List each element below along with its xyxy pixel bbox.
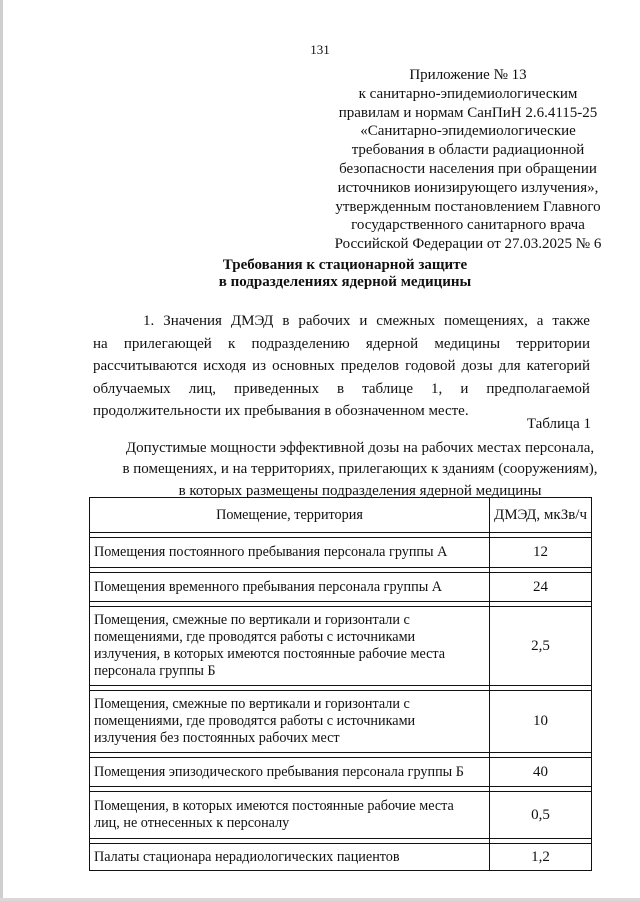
paragraph-word: пределов xyxy=(340,358,400,374)
paragraph-line xyxy=(93,333,590,356)
paragraph-word: смежных xyxy=(376,313,436,329)
table-row xyxy=(90,792,592,839)
table-row xyxy=(90,538,592,568)
paragraph-word: исходя xyxy=(203,358,247,374)
paragraph-word: территории xyxy=(516,335,590,352)
room-cell-line: Помещения, в которых имеются постоянные рабочие места xyxy=(94,798,454,814)
section-title-line: в подразделениях ядерной медицины xyxy=(218,274,472,290)
appendix-line: «Санитарно-эпидемиологические xyxy=(360,123,576,140)
dmed-value: 12 xyxy=(490,538,592,568)
paragraph-word: а xyxy=(536,313,544,329)
paragraph-word: 1, xyxy=(431,380,443,397)
appendix-line: к санитарно-эпидемиологическим xyxy=(358,85,578,102)
room-cell-line: Палаты стационара нерадиологических пациентов xyxy=(94,848,400,865)
room-cell-line: Помещения постоянного пребывания персонала группы А xyxy=(94,544,448,560)
room-cell-line: Помещения временного пребывания персонала группы А xyxy=(94,578,443,595)
room-cell xyxy=(90,607,490,686)
paragraph-word: дозы xyxy=(461,358,493,374)
dmed-value: 40 xyxy=(490,758,592,787)
paragraph-line xyxy=(93,310,590,333)
header-dmed: ДМЭД, мкЗв/ч xyxy=(490,498,592,533)
room-cell-line: излучения без постоянных рабочих мест xyxy=(94,730,340,746)
room-cell-line: излучения, в которых имеются постоянные рабочие места xyxy=(94,646,446,662)
caption-line: в помещениях, и на территориях, прилегающих к зданиям (сооружениям), xyxy=(122,461,598,478)
body-paragraph xyxy=(93,310,590,423)
room-cell xyxy=(90,691,490,753)
paragraph-word: помещениях, xyxy=(444,313,528,329)
room-cell xyxy=(90,844,490,871)
appendix-header xyxy=(300,66,636,254)
paragraph-word: приведенных xyxy=(234,380,319,397)
table-caption xyxy=(60,438,640,502)
paragraph-word: ядерной xyxy=(365,335,419,352)
room-cell xyxy=(90,573,490,602)
page-number: 131 xyxy=(310,42,330,57)
paragraph-word: и xyxy=(460,380,469,397)
dmed-value: 2,5 xyxy=(490,607,592,686)
paragraph-word: на xyxy=(93,335,108,352)
dose-rate-table xyxy=(89,497,592,871)
room-cell-line: Помещения, смежные по вертикали и горизонтали с xyxy=(94,696,410,712)
paragraph-word: облучаемых xyxy=(93,380,171,397)
paragraph-line xyxy=(93,378,590,401)
room-cell xyxy=(90,758,490,787)
table-row xyxy=(90,691,592,753)
paragraph-word: в xyxy=(282,313,290,329)
appendix-line: требования в области радиационной xyxy=(351,142,585,159)
dmed-value: 10 xyxy=(490,691,592,753)
dmed-value: 24 xyxy=(490,573,592,602)
appendix-line: государственного санитарного врача xyxy=(351,217,585,234)
paragraph-word: основных xyxy=(272,358,335,374)
appendix-line: Приложение № 13 xyxy=(409,67,527,83)
table-row xyxy=(90,844,592,871)
room-cell-line: помещениями, где проводятся работы с источниками xyxy=(94,629,416,645)
paragraph-line xyxy=(93,355,590,378)
paragraph-word: подразделению xyxy=(251,335,350,352)
header-room: Помещение, территория xyxy=(90,498,490,533)
paragraph-word: предполагаемой xyxy=(486,380,590,397)
section-title-line: Требования к стационарной защите xyxy=(222,257,468,273)
paragraph-word: Значения xyxy=(163,313,222,329)
paragraph-word: категорий xyxy=(526,358,590,374)
paragraph-word: рабочих xyxy=(298,313,351,329)
room-cell-line: Помещения, смежные по вертикали и горизонтали с xyxy=(94,612,410,628)
table-header-row xyxy=(90,498,592,533)
dmed-value: 1,2 xyxy=(490,844,592,871)
appendix-line: источников ионизирующего излучения», xyxy=(337,179,599,196)
paragraph-word: рассчитываются xyxy=(93,358,198,374)
paragraph-word: также xyxy=(552,313,590,329)
table-label: Таблица 1 xyxy=(526,416,591,432)
appendix-line: утвержденным постановлением Главного xyxy=(335,198,601,215)
paragraph-word: таблице xyxy=(362,380,413,397)
table-row xyxy=(90,758,592,787)
table-row xyxy=(90,573,592,602)
paragraph-word: медицины xyxy=(434,335,501,352)
caption-line: Допустимые мощности эффективной дозы на рабочих местах персонала, xyxy=(125,440,595,456)
room-cell-line: помещениями, где проводятся работы с источниками xyxy=(94,713,416,729)
room-cell-line: Помещения эпизодического пребывания персонала группы Б xyxy=(94,763,464,780)
paragraph-word: для xyxy=(498,358,521,374)
paragraph-word: 1. xyxy=(143,313,155,329)
appendix-line: безопасности населения при обращении xyxy=(339,160,597,177)
paragraph-word: из xyxy=(252,358,267,374)
scan-edge-left xyxy=(0,0,3,901)
paragraph-word: лиц, xyxy=(188,380,217,397)
appendix-line: Российской Федерации от 27.03.2025 № 6 xyxy=(334,236,602,253)
dmed-value: 0,5 xyxy=(490,792,592,839)
room-cell xyxy=(90,792,490,839)
paragraph-word: годовой xyxy=(405,358,456,374)
paragraph-word: и xyxy=(359,313,368,329)
section-title xyxy=(0,257,640,291)
paragraph-word: в xyxy=(337,380,345,397)
paragraph-word: прилегающей xyxy=(123,335,212,352)
room-cell xyxy=(90,538,490,568)
room-cell-line: лиц, не отнесенных к персоналу xyxy=(94,815,290,831)
paragraph-word: к xyxy=(228,335,236,352)
room-cell-line: персонала группы Б xyxy=(94,663,216,679)
appendix-line: правилам и нормам СанПиН 2.6.4115-25 xyxy=(338,104,598,121)
paragraph-word: ДМЭД xyxy=(230,313,274,329)
paragraph-line: продолжительности их пребывания в обозначенном месте. xyxy=(93,403,469,419)
table-row xyxy=(90,607,592,686)
caption-line: в которых размещены подразделения ядерной медицины xyxy=(178,482,542,499)
